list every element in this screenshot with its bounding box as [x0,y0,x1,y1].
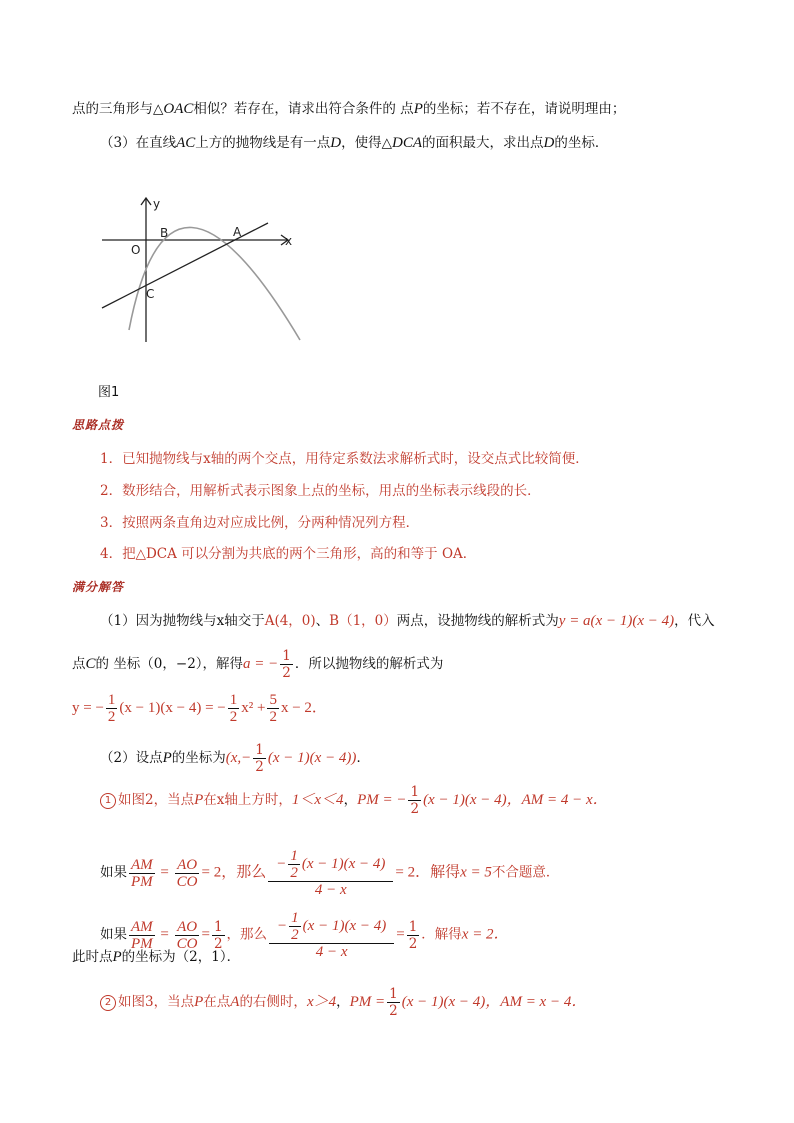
fraction-am-pm [129,919,155,952]
question-3 [100,134,608,152]
text: 、 [315,613,330,629]
denominator: 2 [389,1003,398,1019]
text: 如果 [100,864,127,881]
label-y: y [153,197,161,211]
fraction-half [106,692,118,725]
math-var: P [413,101,423,117]
circled-number: 2 [100,995,116,1011]
text: ．所以抛物线的解析式为 [294,656,444,672]
text: − [276,855,287,872]
denominator: 4 − x [314,882,347,898]
text: （2）设点 [100,750,163,766]
denominator: 2 [107,709,116,725]
text: (x − 1)(x − 4) = − [119,699,226,716]
text: y = − [72,699,104,716]
text: ，代入 [674,613,715,629]
am-formula: ，AM = 4 − x． [506,792,608,808]
figure-1-graph [96,190,306,350]
text: ，那么 [226,926,268,943]
text: (x,− [225,750,252,766]
text: 不合题意． [491,864,560,881]
denominator: 2 [282,665,291,681]
text: ． [356,750,370,766]
hints-heading: 思路点拨 [72,418,125,432]
line-ac [102,223,268,308]
fraction-half [228,692,240,725]
text: (x − 1)(x − 4) [301,855,386,872]
math-var: D [330,135,342,151]
denominator: 4 − x [315,944,348,960]
solution-part-2-line-1 [100,742,370,775]
math-var: A [230,994,240,1010]
fraction-half [253,742,266,775]
math-var: P [194,792,204,808]
denominator: CO [176,873,198,890]
solution-x: x = 5 [460,864,492,881]
math-var: P [162,750,172,766]
coefficient-a: a = − [243,656,279,672]
denominator: 2 [290,865,298,881]
text: x − 2． [280,699,327,716]
denominator: PM [131,873,153,890]
solution-part-1-line-2 [72,648,443,681]
point-a: A(4，0) [264,613,316,629]
numerator [269,910,394,944]
denominator: 2 [229,709,238,725]
fraction-half [212,919,225,952]
fraction-half [288,848,300,881]
fraction-five-halves [267,692,279,725]
text: (x − 1)(x − 4) [423,792,507,808]
pm-formula: PM = − [357,792,407,808]
text: 相似？若存在，请求出符合条件的 点 [193,101,414,117]
text: 如图3，当点 [118,994,195,1010]
label-c: C [146,287,155,301]
case-1-line [100,784,608,817]
denominator: 2 [269,709,277,725]
math-var: C [85,656,96,672]
fraction-ao-co [175,857,200,890]
denominator: 2 [410,801,420,817]
label-x: x [285,234,293,248]
fraction-half [289,910,301,943]
fraction-equation [269,910,394,960]
text: 两点，设抛物线的解析式为 [396,613,559,629]
denominator: PM [131,935,153,952]
denominator: 2 [213,935,223,952]
parabola-formula: y = a(x − 1)(x − 4) [558,613,675,629]
text: x² + [241,699,266,716]
numerator: AO [175,857,200,874]
label-a: A [233,225,242,239]
text: = 2，那么 [201,864,267,881]
text: 在x轴上方时， [203,792,292,808]
fraction-half [387,986,400,1019]
text: 的 坐标（0，−2），解得 [95,656,244,672]
ratio-case-b: 如果 $\frac{AM}{PM}$ = $\frac{AO}{CO}$ = $\frac{1}{2}$ ，那么 − $\frac{1}{2}$ (x − 1)(x − 4) 4 − x = $\frac{1}{2}$ ．解得x = 2． [100,910,509,960]
numerator: 1 [291,910,299,926]
numerator: 1 [282,648,291,664]
text: 的坐标为 [171,750,226,766]
figure-caption: 图1 [98,385,120,400]
math-var: OAC [163,101,194,117]
text: （3）在直线 [100,135,177,151]
numerator: 1 [410,784,420,800]
numerator [268,848,393,882]
solution-part-1-line-3 [72,692,327,725]
fraction-ao-co [175,919,200,952]
math-var: P [194,994,204,1010]
am-formula: ，AM = x − 4． [485,994,587,1010]
denominator: 2 [291,927,299,943]
math-var: DCA [392,135,422,151]
numerator: 1 [290,848,298,864]
text: 点 [72,656,86,672]
hint-item-2: 2．数形结合，用解析式表示图象上点的坐标，用点的坐标表示线段的长． [100,483,541,499]
text: （1）因为抛物线与x轴交于 [100,613,265,629]
denominator: 2 [408,935,418,952]
fraction-am-pm [129,857,155,890]
fraction-half [280,648,293,681]
text: ， [336,994,350,1010]
numerator: 1 [213,918,223,935]
text: 点的三角形与△ [72,101,164,117]
ratio-case-a: 如果 $\frac{AM}{PM}$ = $\frac{AO}{CO}$ = 2，那么 − $\frac{1}{2}$ (x − 1)(x − 4) 4 − x = 2．解得x = 5不合题意． [100,848,560,898]
circled-number: 1 [100,793,116,809]
numerator: AO [175,919,200,936]
fraction-equation [268,848,393,898]
fraction-half [408,784,421,817]
text: (x − 1)(x − 4) [302,917,387,934]
pm-formula: PM = [349,994,386,1010]
text: 如图2，当点 [118,792,195,808]
case-2-line [100,986,586,1019]
numerator: 1 [255,742,264,758]
numerator: 1 [389,986,398,1002]
text: = [201,926,210,943]
intro-line-1 [72,100,625,118]
text: 的坐标． [554,135,609,151]
range: x＞4 [306,994,337,1010]
numerator: AM [131,918,153,935]
range: 1＜x＜4 [291,792,344,808]
text: (x − 1)(x − 4)) [267,750,357,766]
text: (x − 1)(x − 4) [401,994,486,1010]
label-b: B [160,226,169,240]
text: 此时点 [72,949,113,965]
label-o: O [131,243,141,257]
text: ，使得△ [341,135,392,151]
math-var: P [112,949,122,965]
text: 在点 [203,994,231,1010]
hint-item-3: 3．按照两条直角边对应成比例，分两种情况列方程． [100,515,420,531]
text: 上方的抛物线是有一点 [195,135,331,151]
denominator: CO [176,935,198,952]
fraction-half [407,919,420,952]
solution-heading: 满分解答 [72,580,125,594]
text: 的坐标；若不存在，请说明理由； [422,101,626,117]
text: = 2．解得 [395,864,461,881]
numerator: AM [131,856,153,873]
solution-x: x = 2． [461,926,509,943]
math-var: AC [176,135,196,151]
text: 的面积最大，求出点 [422,135,544,151]
text: ．解得 [421,926,462,943]
parabola-curve [129,227,300,340]
numerator: 1 [408,918,418,935]
text: 的坐标为（2，1）． [121,949,241,965]
numerator: 5 [269,692,277,708]
numerator: 1 [107,692,116,708]
math-var: D [543,135,555,151]
hint-item-1: 1．已知抛物线与x轴的两个交点，用待定系数法求解析式时，设交点式比较简便． [100,451,589,467]
point-b: B（1，0） [329,613,397,629]
text: = [396,926,405,943]
denominator: 2 [255,759,264,775]
text: ， [343,792,358,808]
hint-item-4: 4．把△DCA 可以分割为共底的两个三角形，高的和等于 OA． [100,546,477,562]
text: 的右侧时， [239,994,307,1010]
numerator: 1 [229,692,238,708]
text: 如果 [100,926,127,943]
point-p-result [72,948,240,966]
solution-part-1-line-1 [100,612,715,630]
text: − [277,917,288,934]
